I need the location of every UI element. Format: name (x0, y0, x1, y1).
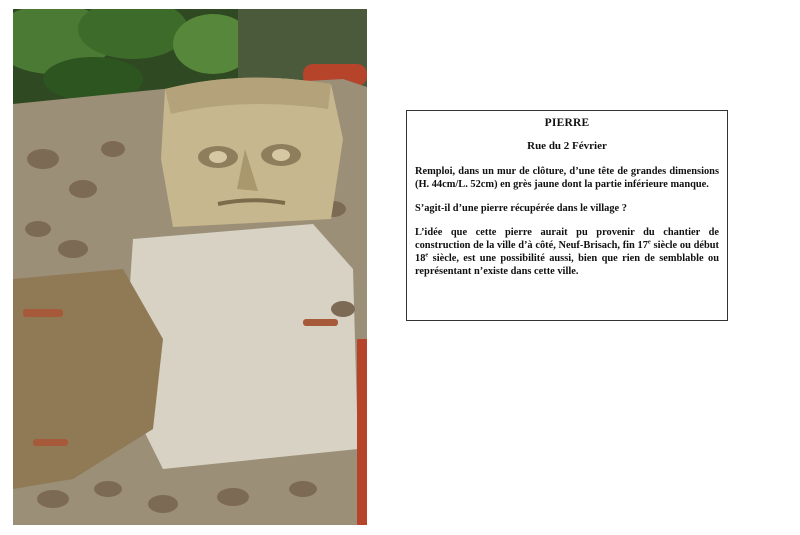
caption-subtitle: Rue du 2 Février (527, 140, 607, 152)
carved-stone-head (161, 78, 343, 227)
caption-paragraph-2: S’agit-il d’une pierre récupérée dans le village ? (415, 203, 627, 214)
para3-part-b: siècle ou début 18 (415, 240, 719, 264)
caption-box (406, 110, 728, 321)
century-superscript-1: e (647, 238, 651, 246)
caption-paragraph-1: Remploi, dans un mur de clôture, d’une tête de grandes dimensions (H. 44cm/L. 52cm) en grès jaune dont la partie inférieure manque. (415, 166, 719, 190)
caption-title: PIERRE (544, 117, 590, 129)
century-superscript-2: e (425, 251, 429, 259)
wall-photo (13, 9, 367, 525)
para3-part-c: siècle, est une possibilité aussi, bien que rien de semblable ou représentant n’existe dans cette ville. (415, 253, 719, 277)
para3-part-a: L’idée que cette pierre aurait pu provenir du chantier de construction de la ville d’à côté, Neuf-Brisach, fin 17 (415, 227, 719, 251)
stone-head-photo-illustration (13, 9, 367, 525)
caption-paragraph-3 (415, 226, 719, 278)
